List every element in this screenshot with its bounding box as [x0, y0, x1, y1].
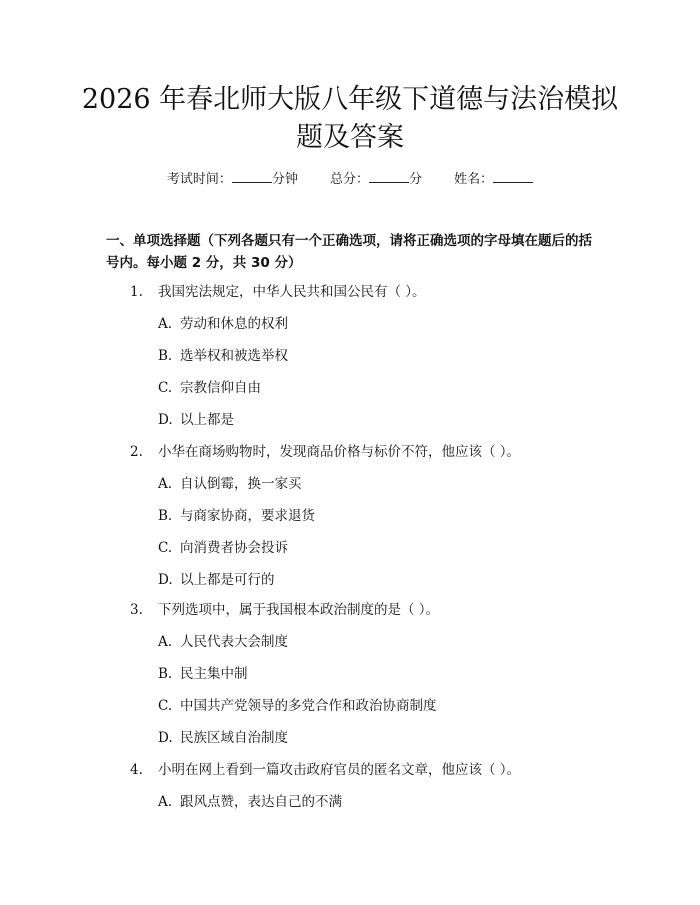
- question-2-option-a: [158, 474, 302, 494]
- question-number: 1.: [130, 284, 143, 300]
- option-text: 民族区域自治制度: [180, 730, 288, 746]
- question-text: 下列选项中，属于我国根本政治制度的是（ ）。: [158, 602, 440, 618]
- question-3-option-c: [158, 696, 437, 716]
- option-text: 民主集中制: [180, 666, 248, 682]
- question-2-option-b: [158, 506, 315, 526]
- option-letter: B.: [158, 666, 173, 682]
- name-field: [454, 168, 533, 190]
- question-3-option-a: [158, 632, 288, 652]
- option-letter: C.: [158, 698, 173, 714]
- option-letter: D.: [158, 572, 173, 588]
- question-1-option-d: [158, 410, 234, 430]
- option-letter: D.: [158, 412, 173, 428]
- question-number: 4.: [130, 762, 143, 778]
- question-text: 我国宪法规定，中华人民共和国公民有（ ）。: [158, 284, 426, 300]
- option-text: 中国共产党领导的多党合作和政治协商制度: [180, 698, 437, 714]
- option-text: 向消费者协会投诉: [180, 540, 288, 556]
- question-text: 小华在商场购物时，发现商品价格与标价不符，他应该（ ）。: [158, 444, 521, 460]
- question-number: 2.: [130, 444, 143, 460]
- question-1-option-b: [158, 346, 288, 366]
- question-3: [130, 600, 439, 620]
- exam-time-blank: [232, 168, 272, 183]
- exam-meta: [0, 168, 700, 190]
- section-heading: 一、单项选择题（下列各题只有一个正确选项，请将正确选项的字母填在题后的括号内。每小题 2 分，共 30 分）: [106, 233, 592, 271]
- question-4: [130, 760, 520, 780]
- option-letter: A.: [158, 634, 173, 650]
- option-letter: D.: [158, 730, 173, 746]
- question-1-option-a: [158, 314, 288, 334]
- score-label: 总分：: [329, 172, 369, 187]
- score-field: [330, 168, 422, 190]
- option-letter: B.: [158, 508, 173, 524]
- question-3-option-b: [158, 664, 248, 684]
- question-3-option-d: [158, 728, 288, 748]
- option-text: 宗教信仰自由: [180, 380, 261, 396]
- option-letter: A.: [158, 316, 173, 332]
- option-letter: C.: [158, 380, 173, 396]
- score-unit: 分: [409, 172, 423, 187]
- option-text: 选举权和被选举权: [180, 348, 288, 364]
- question-1-option-c: [158, 378, 261, 398]
- option-letter: C.: [158, 540, 173, 556]
- option-text: 人民代表大会制度: [180, 634, 288, 650]
- exam-time-label: 考试时间：: [166, 172, 232, 187]
- question-2: [130, 442, 520, 462]
- exam-time-unit: 分钟: [271, 172, 298, 187]
- name-blank: [493, 168, 533, 183]
- option-letter: A.: [158, 476, 173, 492]
- option-text: 以上都是可行的: [180, 572, 275, 588]
- document-title-line1: 2026 年春北师大版八年级下道德与法治模拟: [81, 84, 619, 115]
- question-number: 3.: [130, 602, 143, 618]
- score-blank: [369, 168, 409, 183]
- option-letter: A.: [158, 794, 173, 810]
- question-1: [130, 282, 426, 302]
- option-text: 与商家协商，要求退货: [180, 508, 315, 524]
- question-2-option-d: [158, 570, 275, 590]
- option-text: 劳动和休息的权利: [180, 316, 288, 332]
- question-2-option-c: [158, 538, 288, 558]
- option-text: 自认倒霉，换一家买: [180, 476, 302, 492]
- option-letter: B.: [158, 348, 173, 364]
- option-text: 以上都是: [180, 412, 234, 428]
- question-text: 小明在网上看到一篇攻击政府官员的匿名文章，他应该（ ）。: [158, 762, 521, 778]
- name-label: 姓名：: [454, 172, 494, 187]
- option-text: 跟风点赞，表达自己的不满: [180, 794, 342, 810]
- exam-time-field: [167, 168, 298, 190]
- document-title-line2: 题及答案: [296, 122, 404, 153]
- question-4-option-a: [158, 792, 342, 812]
